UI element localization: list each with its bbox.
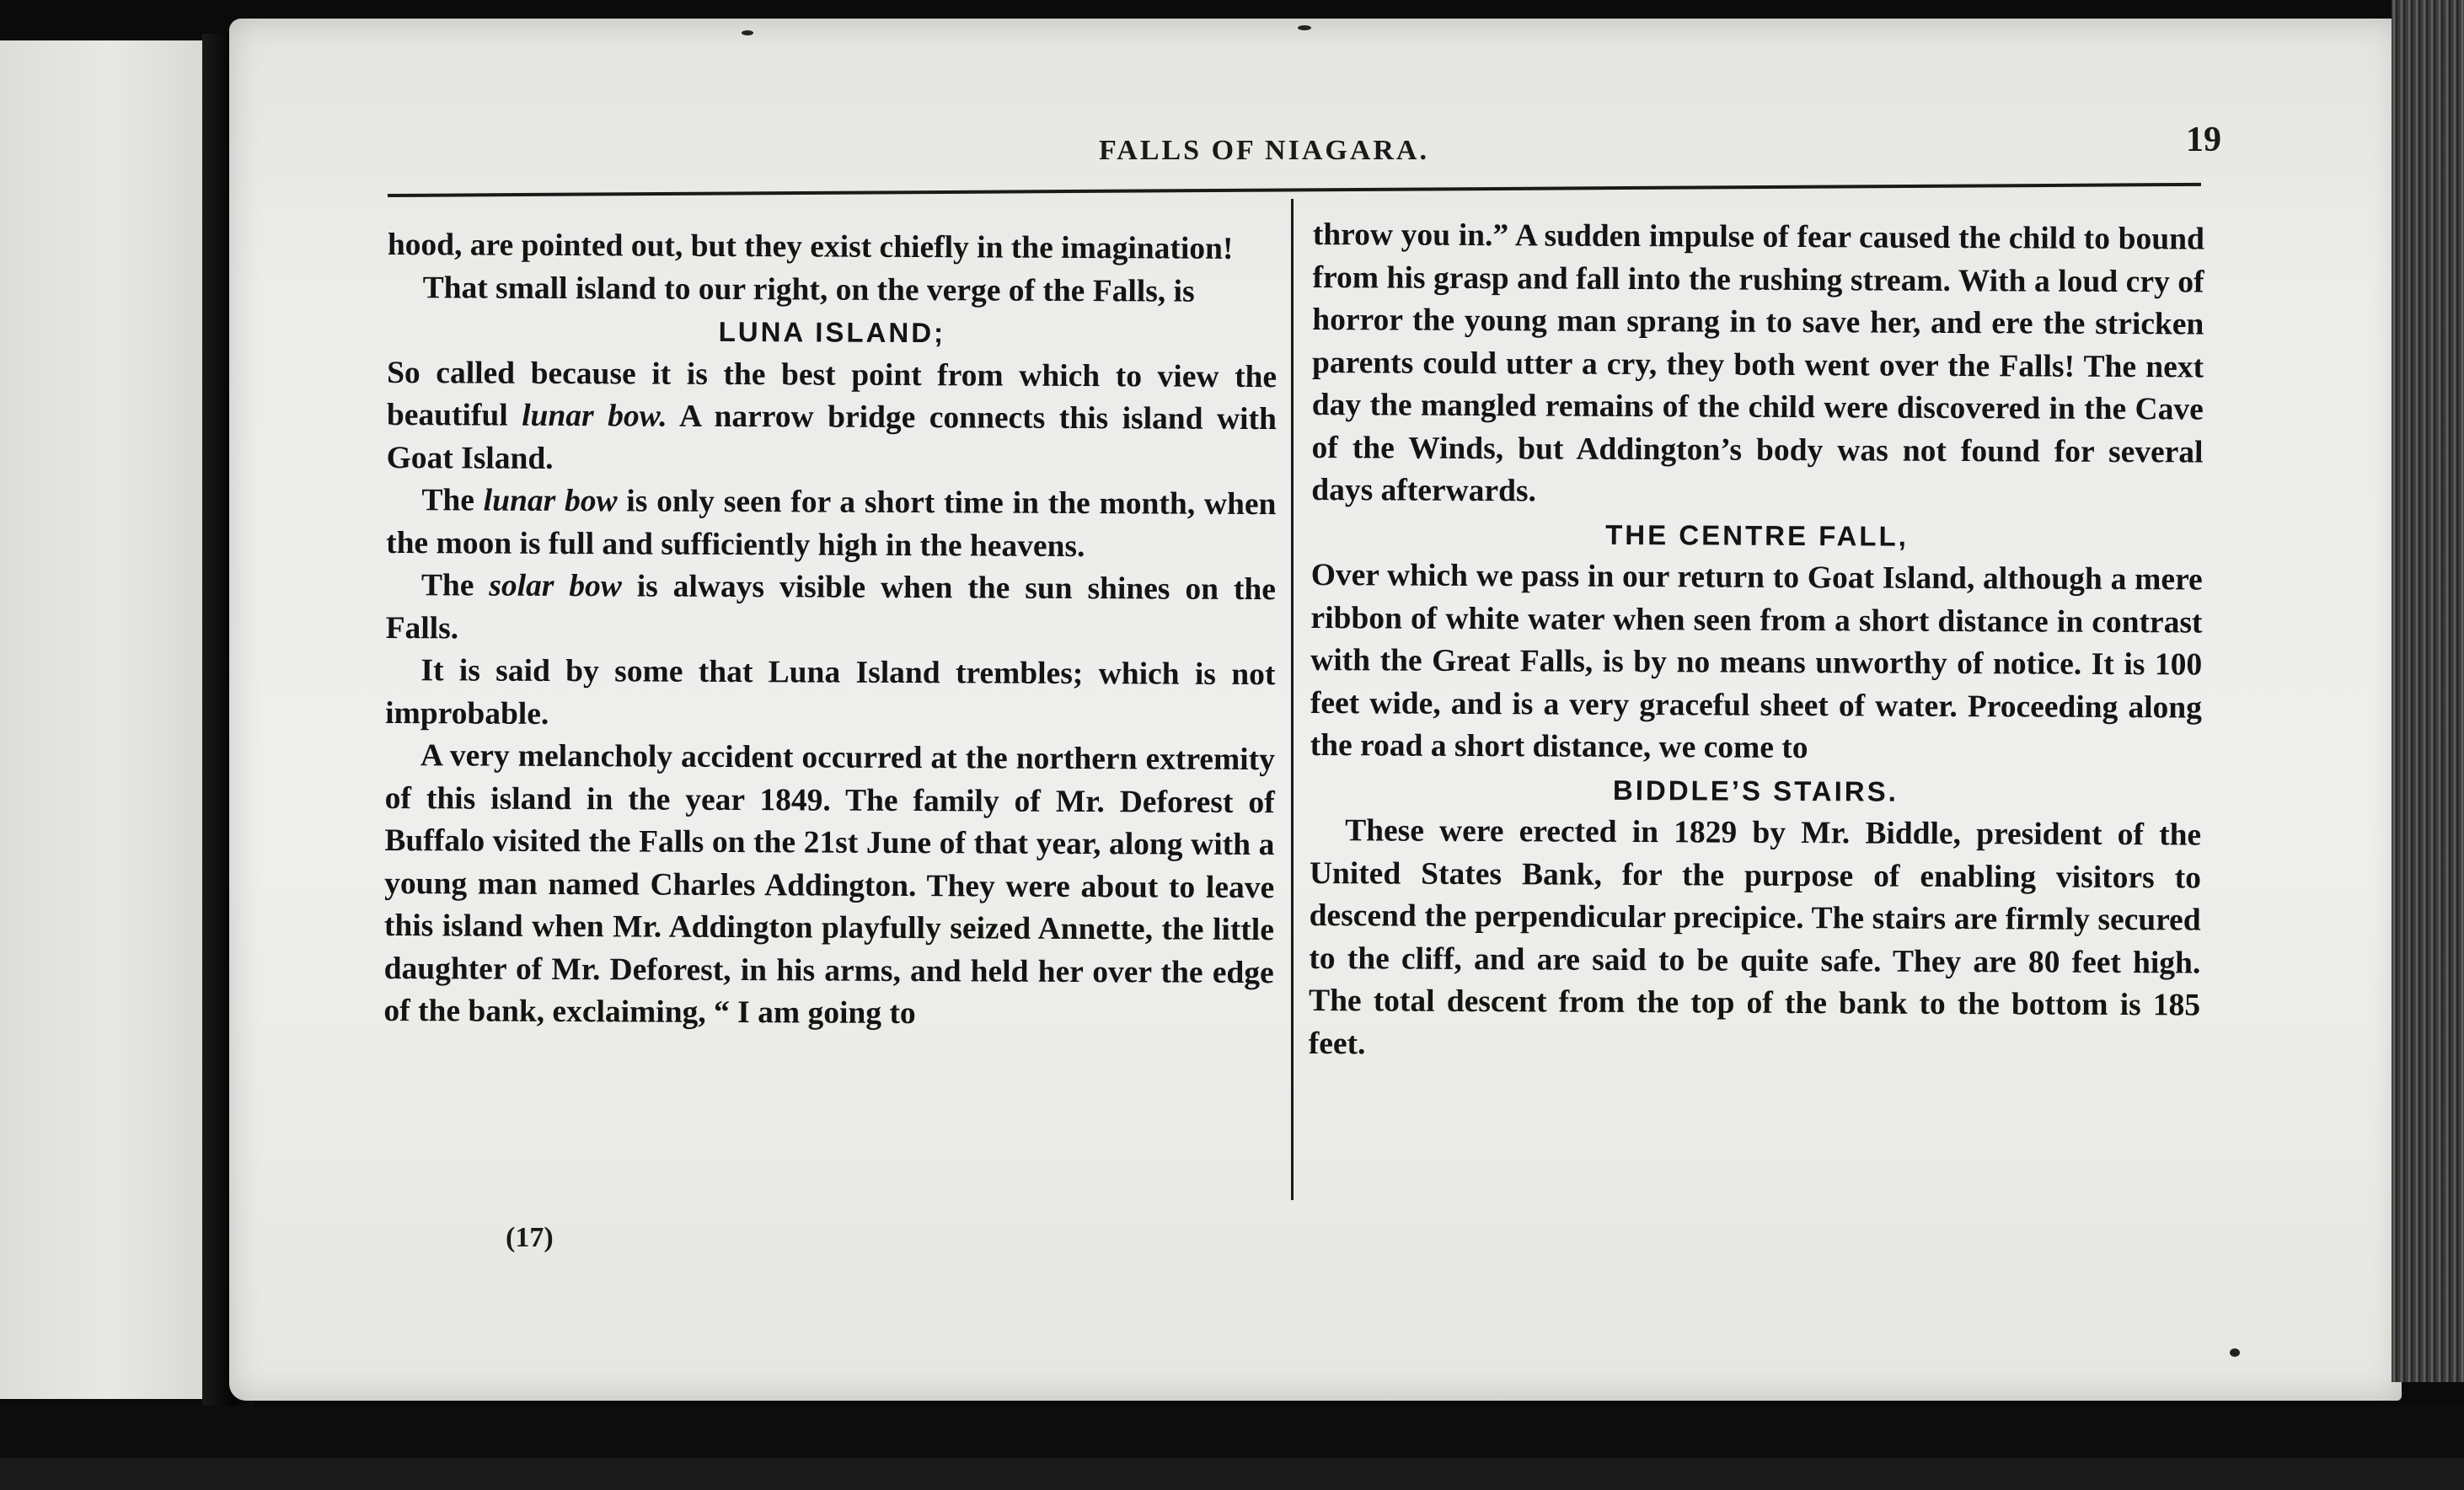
scan-background-lower xyxy=(0,1458,2464,1490)
print-speck xyxy=(1298,25,1311,30)
running-head: FALLS OF NIAGARA. xyxy=(1099,135,1429,166)
page-stack-edges xyxy=(2392,0,2464,1382)
facing-page-edge xyxy=(0,40,217,1399)
heading-luna-island: LUNA ISLAND; xyxy=(718,315,946,349)
page-number: 19 xyxy=(2186,121,2221,159)
paragraph-trembles: It is said by some that Luna Island trembles; which is not improbable. xyxy=(385,653,1276,732)
right-column xyxy=(1309,214,2204,1070)
heading-biddles-stairs: BIDDLE’S STAIRS. xyxy=(1612,774,1899,807)
paragraph-solar-bow: The solar bow is always visible when the sun shines on the Falls. xyxy=(385,568,1276,646)
paragraph-hood: hood, are pointed out, but they exist chiefly in the imagination! xyxy=(387,227,1234,266)
print-speck xyxy=(742,30,753,35)
paragraph-throw-you-in: throw you in.” A sudden impulse of fear caused the child to bound from his grasp and fall into the rushing stream. With a loud cry of horror the young man sprang in to save her, and ere the stricken parents could utter a cry, they both went over the Falls! The next day the mangled remains of the child were discovered in the Cave of the Winds, but Addington’s body was not found for several days afterwards. xyxy=(1311,217,2204,509)
paragraph-erected: These were erected in 1829 by Mr. Biddle, president of the United States Bank, for the purpose of enabling visitors to descend the perpendicular precipice. The stairs are firmly secured to the cliff, and are said to be quite safe. They are 80 feet high. The total descent from the top of the bank to the bottom is 185 feet. xyxy=(1308,813,2202,1061)
paragraph-lunar-bow: The lunar bow is only seen for a short time in the month, when the moon is full and sufficiently high in the heavens. xyxy=(386,483,1277,564)
column-divider xyxy=(1291,199,1294,1200)
left-column xyxy=(383,224,1278,1037)
signature-folio: (17) xyxy=(506,1222,554,1253)
paragraph-small-island: That small island to our right, on the verge of the Falls, is xyxy=(422,270,1195,309)
paragraph-over-which: Over which we pass in our return to Goat Island, although a mere ribbon of white water when seen from a short distance in contrast with the Great Falls, is by no means unworthy of notice. It is 100 feet wide, and is a very graceful sheet of water. Proceeding along the road a short distance, we come to xyxy=(1310,557,2203,766)
paragraph-so-called: So called because it is the best point from which to view the beautiful lunar bow. A narrow bridge connects this island with Goat Island. xyxy=(386,355,1278,476)
heading-centre-fall: THE CENTRE FALL, xyxy=(1605,518,1909,552)
print-speck xyxy=(2230,1348,2240,1357)
paragraph-accident: A very melancholy accident occurred at the northern extremity of this island in the year 1849. The family of Mr. Deforest of Buffalo visited the Falls on the 21st June of that year, along with a young man named Charles Addington. They were about to leave this island when Mr. Addington playfully seized Annette, the little daughter of Mr. Deforest, in his arms, and held her over the edge of the bank, exclaiming, “ I am going to xyxy=(383,738,1276,1032)
